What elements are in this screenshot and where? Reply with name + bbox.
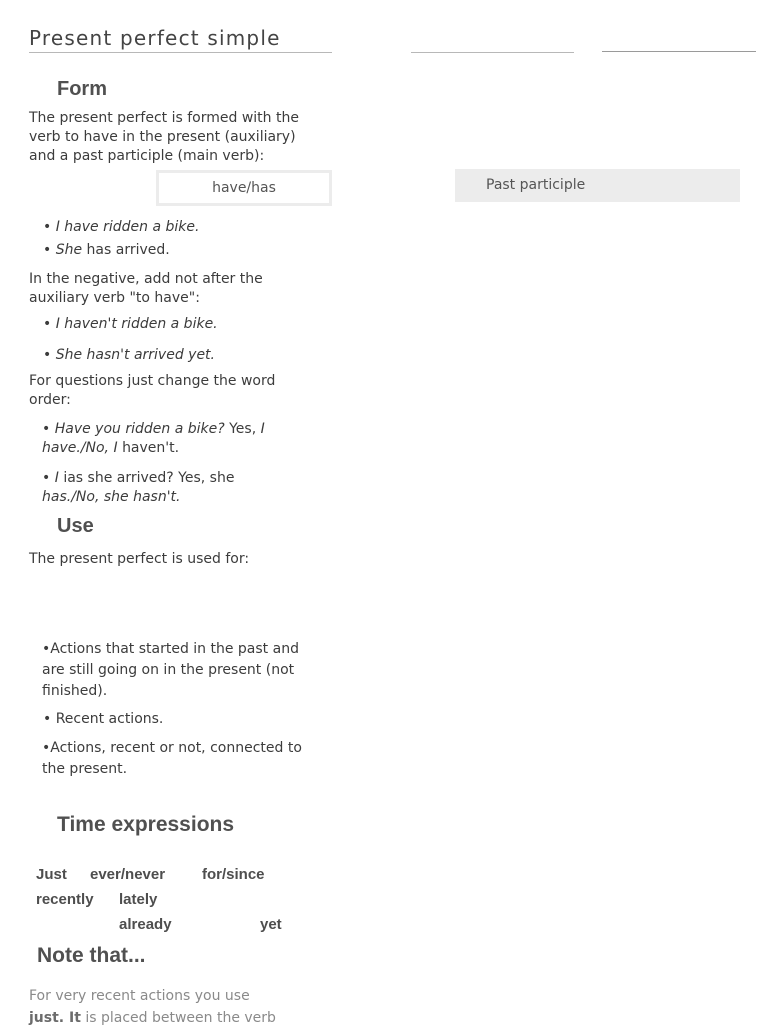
- question-1-part-c: I: [260, 421, 265, 437]
- use-item-1: •Actions that started in the past and are still going on in the present (not finished).: [42, 641, 299, 699]
- example-have-ridden: • I have ridden a bike.: [43, 219, 200, 235]
- note-line-2-rest: is placed between the verb: [85, 1010, 276, 1026]
- question-2-part-a: •: [42, 470, 51, 486]
- time-expr-ever-never: ever/never: [90, 866, 166, 883]
- question-2-part-d: has./No, she hasn't.: [42, 489, 181, 505]
- note-text: [29, 985, 329, 1029]
- time-expr-just: Just: [36, 866, 67, 883]
- question-example-2: [42, 469, 302, 507]
- have-has-box: have/has: [156, 170, 332, 206]
- example-has-arrived-subject: • She: [43, 242, 83, 258]
- time-expressions-heading: Time expressions: [57, 813, 235, 836]
- time-expr-yet: yet: [260, 916, 282, 933]
- note-line-2-bold: just. It: [29, 1010, 81, 1026]
- title-underline: [29, 52, 332, 53]
- question-1-part-d: have./No,: [42, 440, 110, 456]
- time-expr-already: already: [119, 916, 172, 933]
- note-line-1: For very recent actions you use: [29, 988, 250, 1004]
- time-expr-recently: recently: [36, 891, 94, 908]
- use-item-2: • Recent actions.: [43, 711, 164, 727]
- page-title: Present perfect simple: [29, 26, 281, 50]
- use-heading: Use: [57, 515, 94, 537]
- form-heading: Form: [57, 78, 107, 100]
- question-1-part-f: haven't.: [122, 440, 180, 456]
- example-has-arrived-verb: has arrived.: [86, 242, 170, 258]
- time-expr-for-since: for/since: [202, 866, 265, 883]
- note-heading: Note that...: [37, 944, 146, 967]
- header-rule-middle: [411, 52, 574, 53]
- form-intro: The present perfect is formed with the verb to have in the present (auxiliary) and a past participle (main verb):: [29, 110, 299, 164]
- question-1-part-e: I: [113, 440, 118, 456]
- negative-intro: In the negative, add not after the auxiliary verb "to have":: [29, 271, 263, 306]
- time-expr-lately: lately: [119, 891, 158, 908]
- question-intro: For questions just change the word order:: [29, 373, 276, 408]
- question-1-part-a: • Have you ridden a bike?: [42, 421, 225, 437]
- question-example-1: [42, 420, 302, 458]
- use-item-3: •Actions, recent or not, connected to the present.: [42, 740, 302, 777]
- example-has-arrived: [43, 241, 170, 260]
- negative-example-1: • I haven't ridden a bike.: [43, 316, 218, 332]
- negative-example-2: • She hasn't arrived yet.: [43, 347, 215, 363]
- question-2-part-c: ias she arrived? Yes, she: [63, 470, 235, 486]
- question-1-part-b: Yes,: [229, 421, 257, 437]
- header-rule-right: [602, 51, 756, 52]
- question-2-part-b: I: [54, 470, 59, 486]
- use-intro: The present perfect is used for:: [29, 551, 250, 567]
- past-participle-box: Past participle: [455, 169, 740, 202]
